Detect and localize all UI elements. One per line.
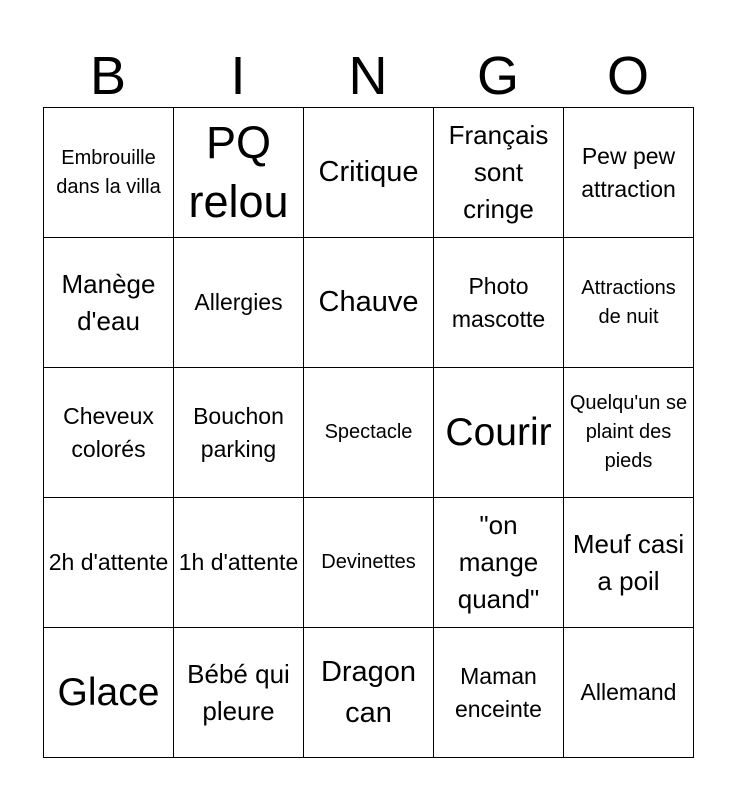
bingo-cell[interactable]: Pew pew attraction: [563, 107, 694, 238]
bingo-cell[interactable]: Quelqu'un se plaint des pieds: [563, 367, 694, 498]
bingo-cell[interactable]: Photo mascotte: [433, 237, 564, 368]
bingo-cell[interactable]: Embrouille dans la villa: [43, 107, 174, 238]
header-letter-b: B: [89, 46, 127, 106]
bingo-cell[interactable]: Courir: [433, 367, 564, 498]
bingo-cell[interactable]: Bouchon parking: [173, 367, 304, 498]
bingo-cell[interactable]: Maman enceinte: [433, 627, 564, 758]
bingo-cell[interactable]: Meuf casi a poil: [563, 497, 694, 628]
bingo-cell[interactable]: Allemand: [563, 627, 694, 758]
bingo-cell[interactable]: Bébé qui pleure: [173, 627, 304, 758]
bingo-cell[interactable]: Chauve: [303, 237, 434, 368]
bingo-cell[interactable]: Critique: [303, 107, 434, 238]
bingo-cell[interactable]: PQ relou: [173, 107, 304, 238]
header-letter-g: G: [476, 46, 519, 106]
bingo-cell[interactable]: Spectacle: [303, 367, 434, 498]
bingo-cell[interactable]: Devinettes: [303, 497, 434, 628]
bingo-cell[interactable]: Dragon can: [303, 627, 434, 758]
bingo-cell[interactable]: Cheveux colorés: [43, 367, 174, 498]
bingo-grid: [43, 107, 693, 757]
bingo-cell[interactable]: Allergies: [173, 237, 304, 368]
bingo-cell[interactable]: Français sont cringe: [433, 107, 564, 238]
bingo-cell[interactable]: 2h d'attente: [43, 497, 174, 628]
header-letter-i: I: [230, 46, 246, 106]
header-letter-n: N: [348, 46, 388, 106]
bingo-header: [43, 45, 693, 107]
bingo-cell[interactable]: 1h d'attente: [173, 497, 304, 628]
bingo-cell[interactable]: Manège d'eau: [43, 237, 174, 368]
header-letter-o: O: [606, 46, 649, 106]
bingo-cell[interactable]: Glace: [43, 627, 174, 758]
bingo-cell[interactable]: "on mange quand": [433, 497, 564, 628]
bingo-cell[interactable]: Attractions de nuit: [563, 237, 694, 368]
